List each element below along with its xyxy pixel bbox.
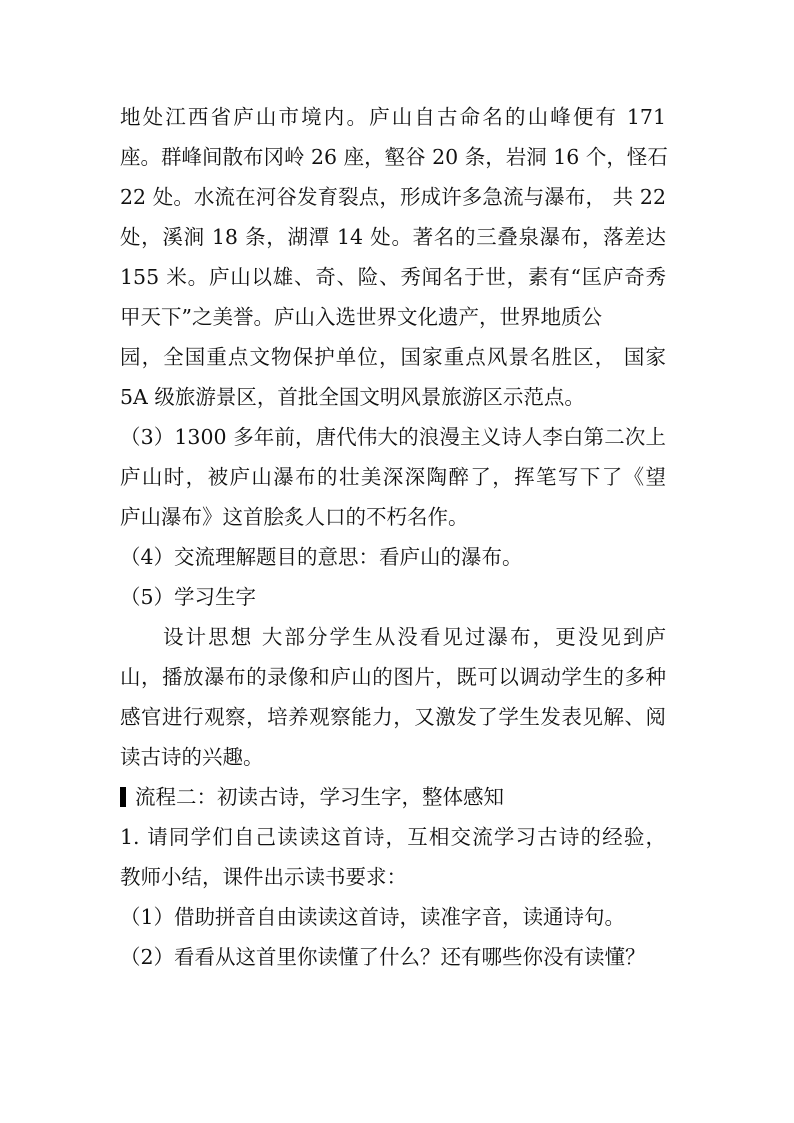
text-line: 5A 级旅游景区，首批全国文明风景旅游区示范点。 [120, 385, 585, 409]
step-1-line: 1. 请同学们自己读读这首诗，互相交流学习古诗的经验， [120, 825, 666, 849]
text-line: 处，溪涧 18 条，湖潭 14 处。著名的三叠泉瀑布，落差达 [120, 225, 666, 249]
heading-bar-icon [120, 787, 126, 807]
requirement-1: （1）借助拼音自由读读这首诗，读准字音，读通诗句。 [120, 905, 626, 929]
section-heading [120, 783, 504, 811]
text-line: 155 米。庐山以雄、奇、险、秀闻名于世，素有“匡庐奇秀 [120, 265, 666, 289]
design-thought-line: 读古诗的兴趣。 [120, 745, 264, 769]
list-item-3-line: 庐山时，被庐山瀑布的壮美深深陶醉了，挥笔写下了《望 [120, 465, 666, 489]
text-line: 园，全国重点文物保护单位，国家重点风景名胜区， 国家 [120, 345, 666, 369]
text-line: 22 处。水流在河谷发育裂点，形成许多急流与瀑布， 共 22 [120, 185, 666, 209]
text-line: 座。群峰间散布冈岭 26 座，壑谷 20 条，岩洞 16 个，怪石 [120, 145, 668, 169]
design-thought-line: 山，播放瀑布的录像和庐山的图片，既可以调动学生的多种 [120, 665, 666, 689]
step-1-line: 教师小结，课件出示读书要求： [120, 865, 407, 889]
list-item-4: （4）交流理解题目的意思：看庐山的瀑布。 [120, 545, 523, 569]
design-thought-line: 设计思想 大部分学生从没看见过瀑布，更没见到庐 [163, 625, 666, 649]
text-line: 甲天下”之美誉。庐山入选世界文化遗产，世界地质公 [120, 305, 602, 329]
text-line: 地处江西省庐山市境内。庐山自古命名的山峰便有 171 [120, 105, 666, 129]
design-thought-line: 感官进行观察，培养观察能力，又激发了学生发表见解、阅 [120, 705, 666, 729]
requirement-2: （2）看看从这首里你读懂了什么？还有哪些你没有读懂？ [120, 945, 646, 969]
list-item-5: （5）学习生字 [120, 585, 257, 609]
list-item-3-line: （3）1300 多年前，唐代伟大的浪漫主义诗人李白第二次上 [120, 425, 666, 449]
section-heading-text: 流程二：初读古诗，学习生字，整体感知 [135, 785, 504, 809]
list-item-3-line: 庐山瀑布》这首脍炙人口的不朽名作。 [120, 505, 469, 529]
